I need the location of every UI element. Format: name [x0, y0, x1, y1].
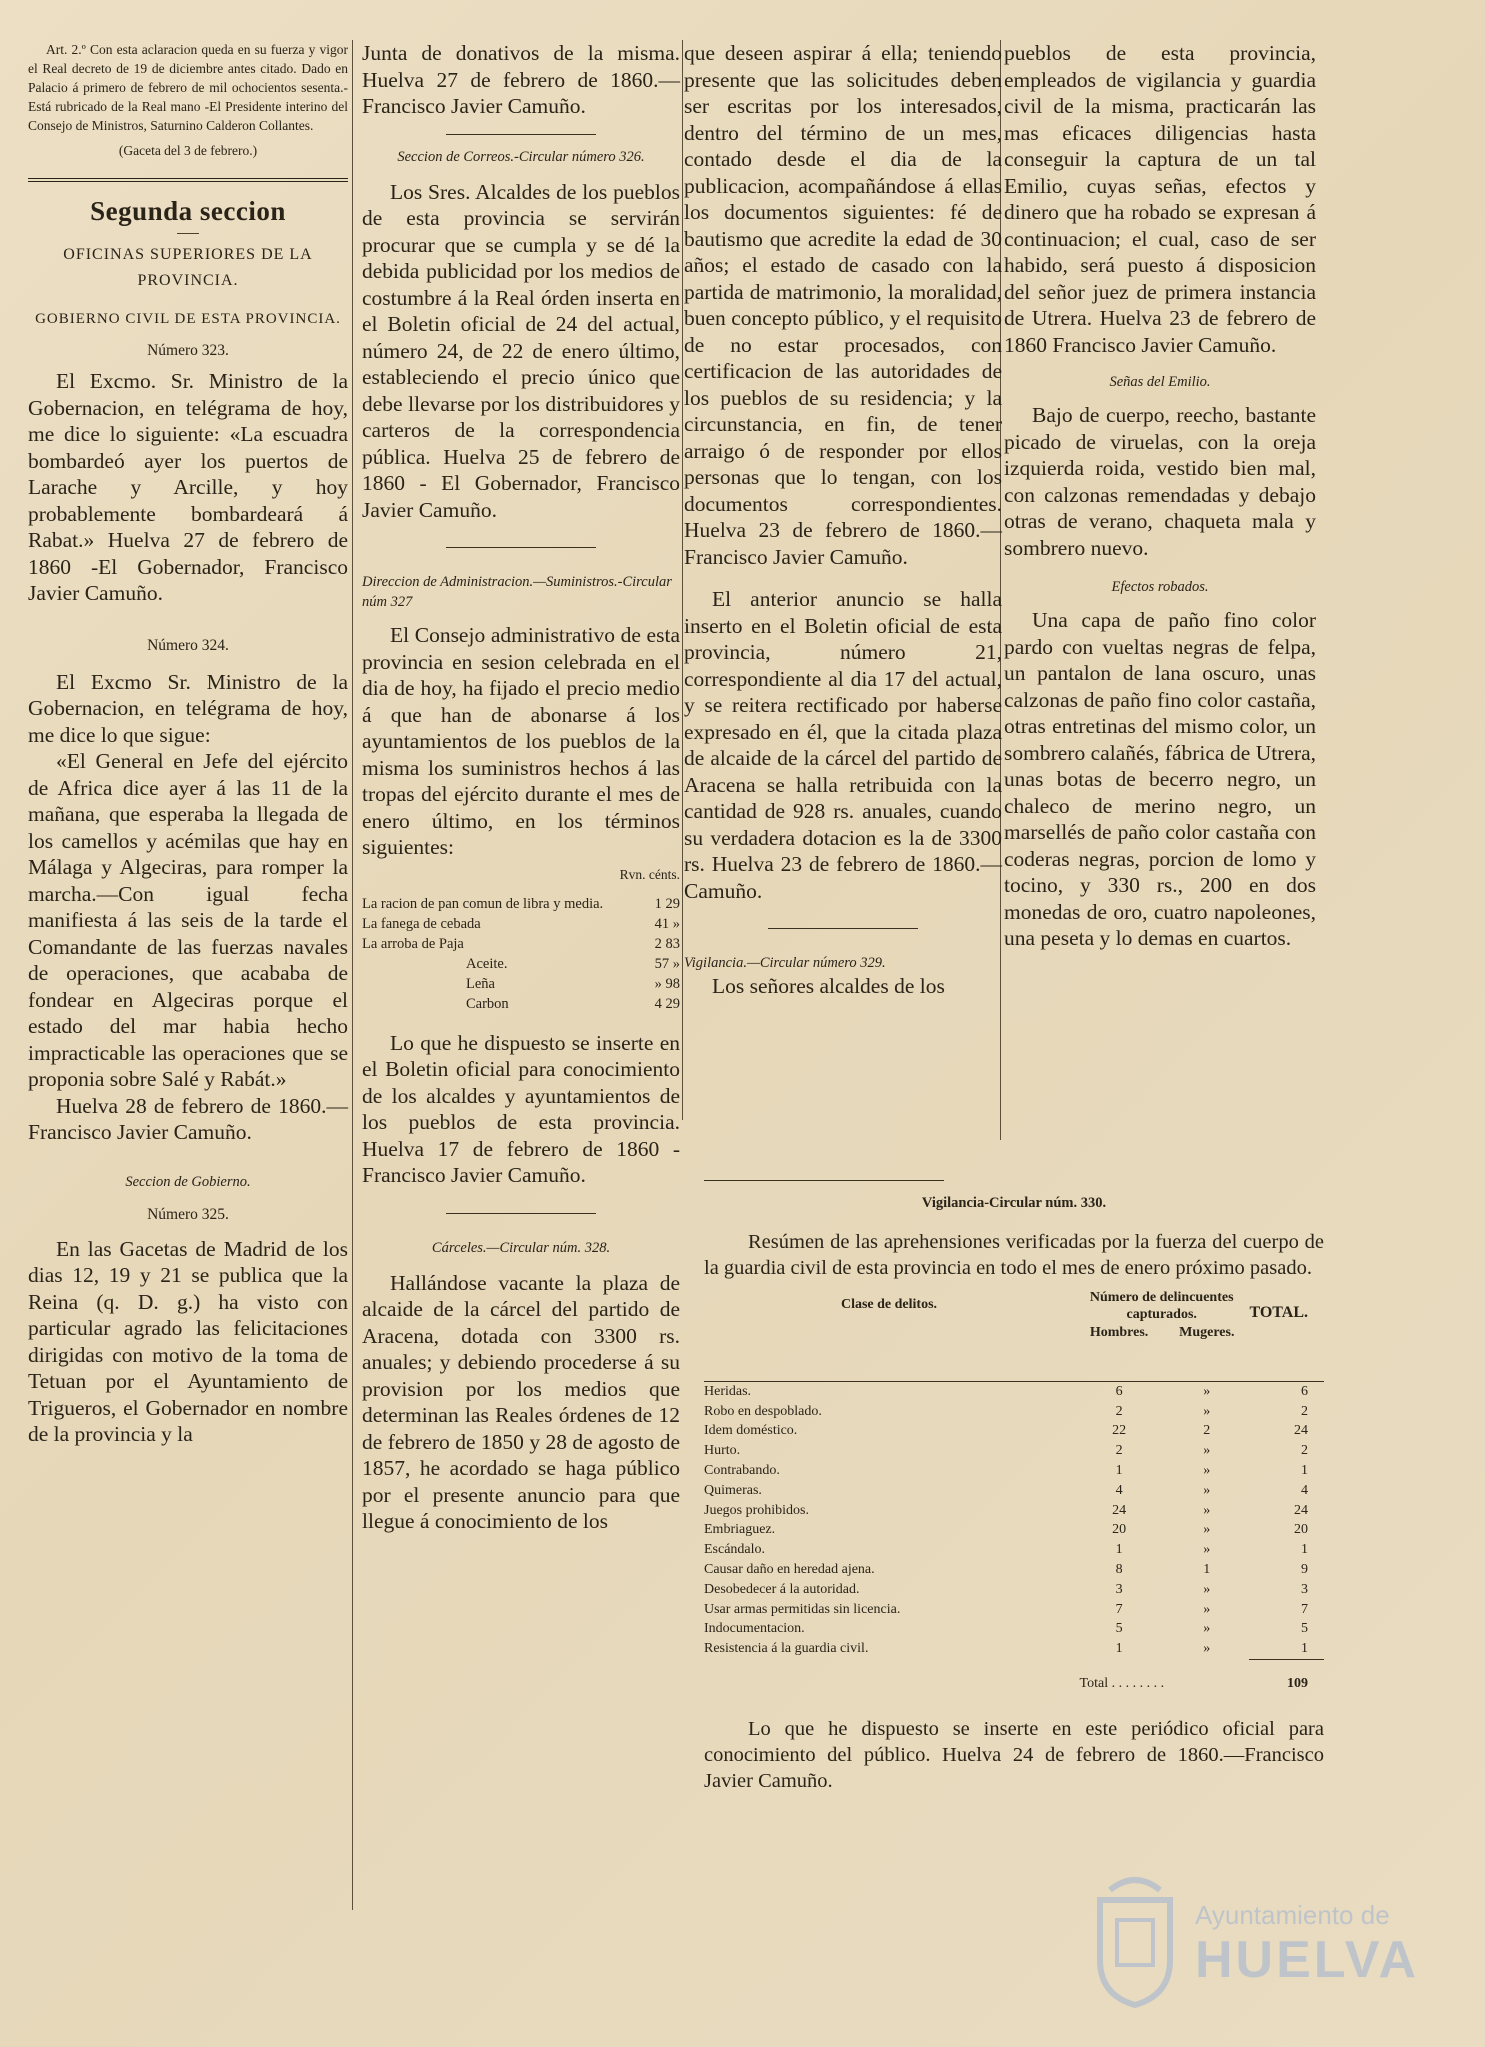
table-row: [704, 1619, 1324, 1639]
men-count: 4: [1115, 1482, 1123, 1498]
column-4: [1004, 40, 1316, 952]
row-total: 2: [1301, 1443, 1308, 1459]
senas-heading: Señas del Emilio.: [1109, 374, 1211, 390]
row-total: 7: [1301, 1601, 1308, 1617]
table-row: [704, 1441, 1324, 1461]
price-row: [362, 994, 680, 1014]
crime-type: Embriaguez.: [704, 1522, 776, 1538]
circular-330-closing: Lo que he dispuesto se inserte en este periódico oficial para conocimiento del público. Huelva 24 de febrero de 1860.—Francisco Javier Camuño.: [704, 1717, 1324, 1792]
total-value: 109: [1287, 1675, 1308, 1691]
table-row: [704, 1501, 1324, 1521]
heading-327: Direccion de Administracion.—Suministros.-Circular núm 327: [362, 574, 672, 610]
table-row: [704, 1481, 1324, 1501]
women-count: 2: [1203, 1423, 1211, 1439]
price-value: 1 29: [654, 895, 680, 912]
price-list: [362, 894, 680, 1014]
crime-type: Indocumentacion.: [704, 1621, 805, 1637]
paragraph-continued: que deseen aspirar á ella; teniendo presente que las solicitudes deben ser escritas por los interesados, dentro del término de un mes, contado desde el dia de la publicacion, acompañándose á ellas los documentos siguientes: fé de bautismo que acredite la edad de 30 años; el estado de casado con la partida de matrimonio, la moralidad, buen concepto público, y el requisito de no estar procesados, con certificacion de las autoridades de los pueblos de su residencia; y la circunstancia, en fin, de tener arraigo ó de responder por ellos personas que lo tengan, con los documentos correspondientes. Huelva 23 de febrero de 1860.—Francisco Javier Camuño.: [684, 41, 1002, 569]
crimes-table: [704, 1289, 1324, 1694]
paragraph-327-closing: Lo que he dispuesto se inserte en el Boletin oficial para conocimiento de los alcaldes y ayuntamientos de los pueblos de esta provincia. Huelva 17 de febrero de 1860 -Francisco Javier Camuño.: [362, 1030, 680, 1187]
heading-329: Vigilancia.—Circular número 329.: [684, 955, 886, 971]
table-row: [704, 1540, 1324, 1560]
men-count: 1: [1115, 1462, 1123, 1478]
crime-type: Usar armas permitidas sin licencia.: [704, 1601, 901, 1617]
paragraph-327: El Consejo administrativo de esta provincia en sesion celebrada en el dia de hoy, ha fijado el precio medio á que han de abonarse á los ayuntamientos de los pueblos de la misma los suministros hechos á las tropas del ejército durante el mes de enero último, en los términos siguientes:: [362, 623, 680, 859]
circular-330: [704, 1180, 1324, 1794]
women-count: »: [1203, 1542, 1211, 1558]
crime-type: Resistencia á la guardia civil.: [704, 1641, 869, 1657]
row-total: 1: [1301, 1462, 1308, 1478]
men-count: 1: [1115, 1641, 1123, 1657]
total-label: Total . . . . . . . .: [1079, 1675, 1165, 1691]
number-323: Número 323.: [147, 342, 229, 359]
number-325: Número 325.: [147, 1205, 229, 1223]
crime-type: Robo en despoblado.: [704, 1403, 822, 1419]
row-total: 24: [1294, 1502, 1308, 1518]
article-divider: [768, 928, 918, 929]
women-count: »: [1203, 1462, 1211, 1478]
row-total: 1: [1301, 1542, 1308, 1558]
ayuntamiento-watermark: [1085, 1870, 1420, 2020]
paragraph-325: En las Gacetas de Madrid de los dias 12, 19 y 21 se publica que la Reina (q. D. g.) ha visto con particular agrado las felicitaciones dirigidas con motivo de la toma de Tetuan por el Ayuntamiento de Trigueros, el Gobernador en nombre de la provincia y la: [28, 1236, 348, 1446]
price-unit-header: Rvn. cénts.: [619, 866, 680, 882]
column-rule: [352, 40, 353, 1910]
paragraph-328: Hallándose vacante la plaza de alcaide de la cárcel del partido de Aracena, dotada con 3300 rs. anuales; y debiendo procederse á su provision por los medios que determinan las Reales órdenes de 12 de febrero de 1850 y 28 de agosto de 1857, he acordado se haga público por el presente anuncio para que llegue á conocimiento de los: [362, 1270, 680, 1533]
section-divider: [28, 178, 348, 182]
crest-icon: [1085, 1870, 1185, 2010]
paragraph-323: El Excmo. Sr. Ministro de la Gobernacion, en telégrama de hoy, me dice lo siguiente: «La escuadra bombardeó ayer los puertos de Larache y Arcille, y hoy probablemente bombardeará á Rabat.» Huelva 27 de febrero de 1860 -El Gobernador, Francisco Javier Camuño.: [28, 369, 348, 605]
crime-type: Causar daño en heredad ajena.: [704, 1561, 875, 1577]
price-row: [362, 934, 680, 954]
table-row: [704, 1461, 1324, 1481]
men-count: 1: [1115, 1542, 1123, 1558]
dash-divider: [177, 233, 199, 234]
article-divider: [446, 547, 596, 548]
crime-type: Escándalo.: [704, 1542, 766, 1558]
price-value: 2 83: [654, 935, 680, 952]
table-row: [704, 1639, 1324, 1659]
table-row: [704, 1402, 1324, 1422]
price-row: [362, 954, 680, 974]
price-value: » 98: [654, 975, 680, 992]
price-label: Carbon: [466, 995, 509, 1012]
row-total: 2: [1301, 1403, 1308, 1419]
price-row: [362, 894, 680, 914]
heading-326: Seccion de Correos.-Circular número 326.: [397, 148, 645, 165]
column-rule: [682, 40, 683, 1120]
women-count: »: [1203, 1482, 1211, 1498]
article-divider: [446, 134, 596, 135]
men-count: 24: [1112, 1502, 1127, 1518]
row-total: 4: [1301, 1482, 1308, 1498]
crime-type: Contrabando.: [704, 1462, 780, 1478]
article-2-text: Art. 2.º Con esta aclaracion queda en su fuerza y vigor el Real decreto de 19 de diciembre antes citado. Dado en Palacio á primero de febrero de mil ochocientos sesenta.-Está rubricado de la Real mano -El Presidente interino del Consejo de Ministros, Saturnino Calderon Collantes.: [28, 42, 348, 133]
paragraph-continued: Junta de donativos de la misma. Huelva 27 de febrero de 1860.—Francisco Javier Camuño.: [362, 41, 680, 118]
article-divider: [704, 1180, 944, 1181]
price-label: Leña: [466, 975, 495, 992]
section-title: Segunda seccion: [90, 196, 286, 226]
crime-type: Juegos prohibidos.: [704, 1502, 809, 1518]
watermark-line1: Ayuntamiento de: [1195, 1900, 1390, 1930]
men-count: 22: [1112, 1423, 1127, 1439]
price-label: Aceite.: [466, 955, 508, 972]
price-label: La fanega de cebada: [362, 915, 481, 932]
row-total: 20: [1294, 1522, 1308, 1538]
paragraph-324-signature: Huelva 28 de febrero de 1860.—Francisco Javier Camuño.: [28, 1093, 348, 1144]
gobierno-heading: GOBIERNO CIVIL DE ESTA PROVINCIA.: [35, 311, 341, 327]
price-value: 57 »: [654, 955, 680, 972]
row-total: 24: [1294, 1423, 1308, 1439]
column-1: [28, 40, 348, 1448]
paragraph-329: Los señores alcaldes de los: [712, 974, 945, 998]
table-row: [704, 1600, 1324, 1620]
efectos-paragraph: Una capa de paño fino color pardo con vueltas negras de felpa, un pantalon de lana oscuro, unas calzonas de paño fino color castaña, otras entretinas del mismo color, un sombrero calañés, fábrica de Utrera, unas botas de becerro negro, un chaleco de merino negro, un marsellés de paño color castaña con coderas negras, porcion de lomo y tocino, y 330 rs., 200 en dos monedas de oro, cuatro napoleones, una peseta y lo demas en cuartos.: [1004, 608, 1316, 950]
column-header-total: TOTAL.: [1249, 1304, 1308, 1322]
men-count: 5: [1115, 1621, 1123, 1637]
table-row: [704, 1381, 1324, 1401]
women-count: 1: [1203, 1561, 1211, 1577]
men-count: 2: [1115, 1443, 1123, 1459]
women-count: »: [1203, 1601, 1211, 1617]
row-total: 1: [1301, 1641, 1308, 1657]
column-header-numero: Número de delincuentes capturados.: [1089, 1290, 1234, 1322]
price-value: 4 29: [654, 995, 680, 1012]
row-total: 6: [1301, 1383, 1308, 1399]
column-3: [684, 40, 1002, 1000]
women-count: »: [1203, 1443, 1211, 1459]
number-324: Número 324.: [147, 636, 229, 654]
column-2: [362, 40, 680, 1535]
table-row: [704, 1560, 1324, 1580]
price-label: La racion de pan comun de libra y media.: [362, 895, 604, 912]
row-total: 9: [1301, 1561, 1308, 1577]
women-count: »: [1203, 1641, 1211, 1657]
price-label: La arroba de Paja: [362, 935, 464, 952]
paragraph-continued: pueblos de esta provincia, empleados de vigilancia y guardia civil de la misma, practicarán las mas eficaces diligencias hasta conseguir la captura de un tal Emilio, cuyas señas, efectos y dinero que ha robado se expresan á continuacion; el cual, caso de ser habido, será puesto á disposicion del señor juez de primera instancia de Utrera. Huelva 23 de febrero de 1860 Francisco Javier Camuño.: [1004, 41, 1316, 357]
crime-type: Idem doméstico.: [704, 1423, 798, 1439]
crime-rows: [704, 1381, 1324, 1659]
table-row: [704, 1421, 1324, 1441]
oficinas-heading: OFICINAS SUPERIORES DE LA PROVINCIA.: [63, 246, 313, 289]
paragraph-324-quote: «El General en Jefe del ejército de Africa dice ayer á las 11 de la mañana, que esperaba la llegada de los camellos y acémilas que hay en Málaga y Algeciras, para romper la marcha.—Con igual fecha manifiesta á las seis de la tarde el Comandante de las fuerzas navales de operaciones, que acababa de fondear en Algeciras porque el estado del mar habia hecho impracticable las operaciones que se proponia sobre Salé y Rabát.»: [28, 749, 348, 1091]
women-count: »: [1203, 1621, 1211, 1637]
women-count: »: [1203, 1383, 1211, 1399]
table-row: [704, 1520, 1324, 1540]
men-count: 7: [1115, 1601, 1123, 1617]
crime-type: Quimeras.: [704, 1482, 762, 1498]
efectos-heading: Efectos robados.: [1111, 579, 1209, 595]
article-divider: [446, 1213, 596, 1214]
men-count: 6: [1115, 1383, 1123, 1399]
women-count: »: [1203, 1581, 1211, 1597]
heading-330: Vigilancia-Circular núm. 330.: [921, 1195, 1107, 1211]
men-count: 2: [1115, 1403, 1123, 1419]
men-count: 20: [1112, 1522, 1127, 1538]
price-value: 41 »: [654, 915, 680, 932]
men-count: 3: [1115, 1581, 1123, 1597]
price-row: [362, 914, 680, 934]
seccion-gobierno-heading: Seccion de Gobierno.: [125, 1173, 251, 1190]
watermark-line2: HUELVA: [1195, 1931, 1420, 1989]
row-total: 5: [1301, 1621, 1308, 1637]
column-header-mugeres: Mugeres.: [1179, 1325, 1235, 1340]
men-count: 8: [1115, 1561, 1123, 1577]
gaceta-citation: (Gaceta del 3 de febrero.): [118, 143, 258, 158]
senas-paragraph: Bajo de cuerpo, reecho, bastante picado de viruelas, con la oreja izquierda roida, vestido bien mal, con calzonas remendadas y debajo otras de verano, chaqueta mala y sombrero nuevo.: [1004, 403, 1316, 560]
heading-328: Cárceles.—Circular núm. 328.: [431, 1239, 611, 1256]
women-count: »: [1203, 1502, 1211, 1518]
crime-type: Hurto.: [704, 1443, 741, 1459]
row-total: 3: [1301, 1581, 1308, 1597]
column-header-clase: Clase de delitos.: [840, 1297, 938, 1313]
paragraph-326: Los Sres. Alcaldes de los pueblos de esta provincia se servirán procurar que se cumpla y se dé la debida publicidad por los medios de costumbre á la Real órden inserta en el Boletin oficial de 24 del actual, número 24, de 22 de enero último, estableciendo el precio único que debe llevarse por los distribuidores y carteros de la correspondencia pública. Huelva 25 de febrero de 1860 - El Gobernador, Francisco Javier Camuño.: [362, 179, 680, 522]
column-header-hombres: Hombres.: [1089, 1325, 1149, 1340]
table-row: [704, 1580, 1324, 1600]
crime-type: Desobedecer á la autoridad.: [704, 1581, 860, 1597]
paragraph-324-intro: El Excmo Sr. Ministro de la Gobernacion, en telégrama de hoy, me dice lo que sigue:: [28, 669, 348, 747]
women-count: »: [1203, 1522, 1211, 1538]
women-count: »: [1203, 1403, 1211, 1419]
circular-330-intro: Resúmen de las aprehensiones verificadas por la fuerza del cuerpo de la guardia civil de esta provincia en todo el mes de enero próximo pasado.: [704, 1231, 1324, 1279]
crime-type: Heridas.: [704, 1383, 752, 1399]
paragraph-anterior-anuncio: El anterior anuncio se halla inserto en el Boletin oficial de esta provincia, número 21, correspondiente al dia 17 del actual, y se reitera rectificado por haberse expresado en él, que la citada plaza de alcaide de la cárcel del partido de Aracena se halla retribuida con la cantidad de 928 rs. anuales, cuando su verdadera dotacion es la de 3300 rs. Huelva 23 de febrero de 1860.—Camuño.: [684, 587, 1002, 903]
price-row: [362, 974, 680, 994]
